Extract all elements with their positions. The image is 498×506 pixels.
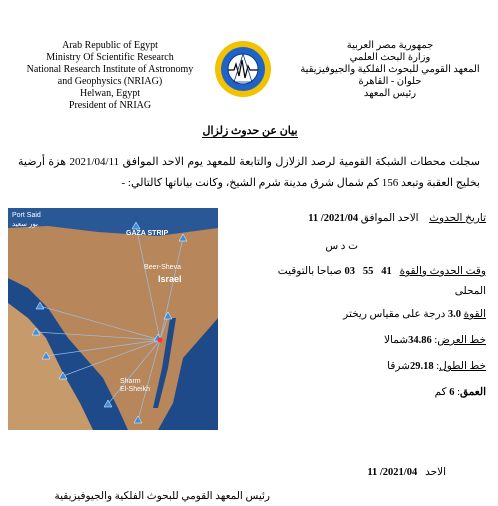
magnitude-suffix: درجة على مقياس ريختر <box>343 309 446 320</box>
map-label-israel: Israel <box>158 274 182 284</box>
time-label: وقت الحدوث والقوة <box>399 266 486 277</box>
time-seconds: 41 <box>381 266 392 277</box>
english-header <box>20 40 200 112</box>
time-units: ت د س <box>325 241 358 252</box>
english-header-line: Arab Republic of Egypt <box>62 40 158 51</box>
arabic-header-line: حلوان - القاهرة <box>358 76 422 87</box>
time-hours: 03 <box>344 266 355 277</box>
longitude-suffix: شرقا <box>387 361 410 372</box>
intro-paragraph: سجلت محطات الشبكة القومية لرصد الزلازل والتابعة للمعهد يوم الاحد الموافق 2021/04/11 هزة أرضية بخليج العقبة وتبعد 156 كم شمال شرق مدينة شرم الشيخ، وكانت بياناتها كالتالي: - <box>18 156 480 189</box>
magnitude-row <box>343 308 486 320</box>
date-label: تاريخ الحدوث <box>429 213 486 224</box>
arabic-header-line: وزارة البحث العلمي <box>349 52 431 63</box>
arabic-header-line: جمهورية مصر العربية <box>346 40 434 51</box>
footer-date: 2021/04/ 11 <box>367 467 418 478</box>
footer-date-row <box>367 466 446 478</box>
date-row <box>308 212 486 224</box>
time-local: المحلى <box>454 286 486 297</box>
map-label-port-said: Port Said <box>12 212 41 219</box>
map-label-gaza: GAZA STRIP <box>126 230 169 237</box>
longitude-label: خط الطول <box>439 361 486 372</box>
map-label-sharm-2: El-Sheikh <box>120 386 150 393</box>
date-text: الاحد الموافق <box>360 213 419 224</box>
map-label-beer-sheva: Beer-Sheva <box>144 264 181 271</box>
time-minutes: 55 <box>362 266 374 277</box>
magnitude-label: القوة <box>463 309 486 320</box>
depth-value: 6 <box>449 387 455 398</box>
document-title-text: بيان عن حدوث زلزال <box>202 125 298 137</box>
english-header-line: and Geophysics (NRIAG) <box>57 76 163 87</box>
english-header-line: National Research Institute of Astronomy <box>26 64 194 75</box>
time-suffix: صباحا بالتوقيت <box>277 266 342 277</box>
latitude-suffix: شمالا <box>384 335 409 346</box>
nriag-logo <box>214 40 272 98</box>
longitude-value: 29.18 <box>409 361 434 372</box>
time-row <box>278 265 486 277</box>
depth-unit: كم <box>434 387 447 398</box>
english-header-line: Helwan, Egypt <box>80 88 140 99</box>
map-label-sharm: Sharm <box>120 378 141 385</box>
arabic-header <box>300 40 480 100</box>
footer-day: الاحد <box>425 467 446 478</box>
english-header-line: Ministry Of Scientific Research <box>46 52 174 63</box>
depth-label: العمق <box>459 387 486 398</box>
map-label-port-said-ar: بور سعيد <box>12 221 38 228</box>
footer-signature: رئيس المعهد القومي للبحوث الفلكية والجيوفيزيقية <box>54 491 270 502</box>
epicenter-map <box>8 208 218 430</box>
longitude-row: خط الطول: 29.18شرقا <box>387 361 486 372</box>
english-header-line: President of NRIAG <box>68 100 152 111</box>
document-title <box>150 124 350 137</box>
latitude-value: 34.86 <box>408 335 432 346</box>
arabic-header-line: رئيس المعهد <box>363 88 417 99</box>
date-value: 2021/04/ 11 <box>308 213 359 224</box>
magnitude-value: 3.0 <box>447 309 462 320</box>
latitude-label: خط العرض <box>437 335 486 346</box>
depth-row: العمق: 6 كم <box>434 387 486 398</box>
arabic-header-line: المعهد القومي للبحوث الفلكية والجيوفيزيقية <box>300 64 480 75</box>
latitude-row: خط العرض: 34.86شمالا <box>384 335 486 346</box>
